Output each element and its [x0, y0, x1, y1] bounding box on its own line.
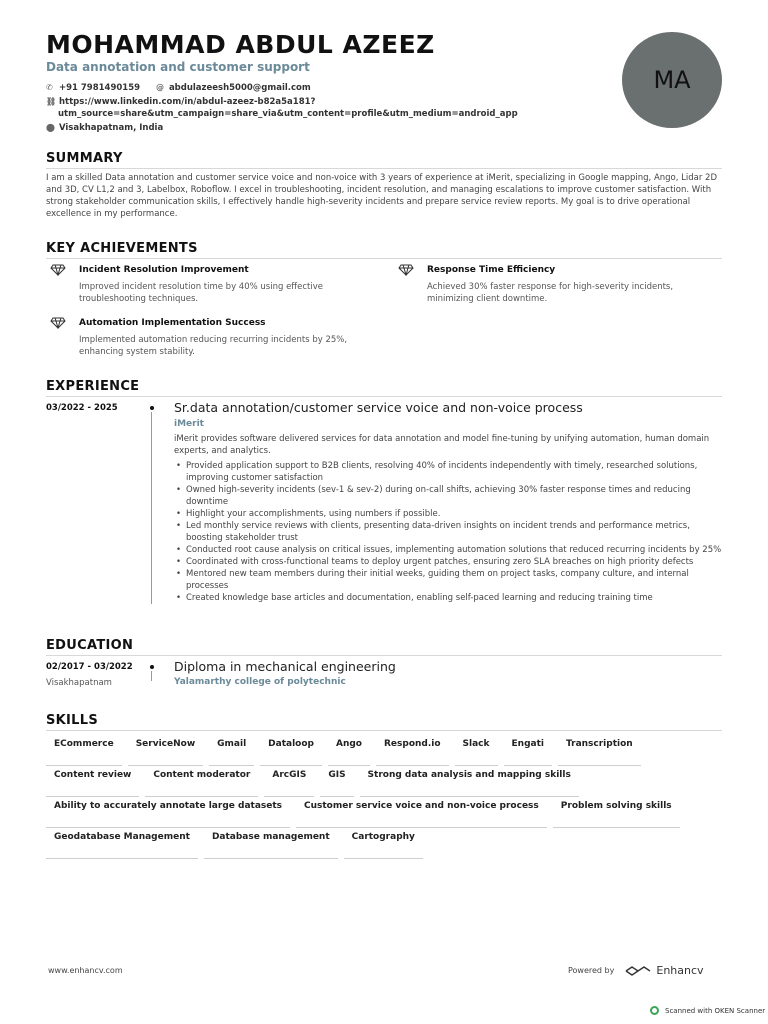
linkedin-url-line-1[interactable]: https://www.linkedin.com/in/abdul-azeez-b82a5a181? [58, 97, 316, 107]
avatar [622, 32, 722, 128]
list-item: • Owned high-severity incidents (sev-1 & sev-2) during on-call shifts, achieving 30% faster response times and reducing downtime [174, 484, 726, 508]
at-icon: @ [155, 83, 164, 92]
skill-tag: ArcGIS [264, 766, 314, 797]
skills-row [46, 828, 726, 859]
summary-heading: SUMMARY [46, 151, 123, 166]
scanner-text: Scanned with OKEN Scanner [665, 1006, 766, 1015]
email-address[interactable]: abdulazeesh5000@gmail.com [168, 83, 311, 93]
list-item: • Highlight your accomplishments, using numbers if possible. [174, 508, 726, 520]
achievements-heading: KEY ACHIEVEMENTS [46, 241, 198, 256]
experience-dates: 03/2022 - 2025 [46, 403, 118, 413]
achievements-divider [46, 258, 722, 259]
education-divider [46, 655, 722, 656]
company-name: iMerit [174, 419, 204, 429]
brand-name: Enhancv [656, 964, 704, 977]
powered-by-label: Powered by [568, 966, 615, 975]
skill-tag: Content moderator [145, 766, 258, 797]
candidate-name: MOHAMMAD ABDUL AZEEZ [46, 30, 435, 59]
diamond-icon [398, 264, 414, 276]
skill-tag: Ango [328, 735, 370, 766]
education-heading: EDUCATION [46, 638, 134, 653]
contact-linkedin [46, 96, 315, 108]
skill-tag: GIS [320, 766, 353, 797]
skill-tag: Engati [504, 735, 552, 766]
skills-row [46, 766, 726, 797]
footer-branding [568, 964, 704, 977]
skill-tag: Geodatabase Management [46, 828, 198, 859]
job-title: Sr.data annotation/customer service voice and non-voice process [174, 400, 583, 415]
skill-tag: Respond.io [376, 735, 449, 766]
location-text: Visakhapatnam, India [58, 123, 164, 133]
degree-title: Diploma in mechanical engineering [174, 659, 396, 674]
skills-divider [46, 730, 722, 731]
skill-tag: Strong data analysis and mapping skills [360, 766, 579, 797]
skill-tag: Ability to accurately annotate large datasets [46, 797, 290, 828]
candidate-title: Data annotation and customer support [46, 60, 310, 74]
skill-tag: Slack [455, 735, 498, 766]
list-item: • Conducted root cause analysis on critical issues, implementing automation solutions that reduced recurring incidents by 25% [174, 544, 726, 556]
phone-number: +91 7981490159 [58, 83, 141, 93]
skill-tag: Transcription [558, 735, 641, 766]
timeline-line [151, 412, 152, 604]
scanner-logo-icon [650, 1006, 659, 1015]
education-dates: 02/2017 - 03/2022 [46, 662, 133, 672]
skill-tag: Gmail [209, 735, 254, 766]
enhancv-logo-icon [624, 965, 652, 977]
timeline-line [151, 671, 152, 681]
diamond-icon [50, 317, 66, 329]
contact-location [46, 122, 163, 134]
skills-row [46, 797, 726, 828]
skill-tag: Problem solving skills [553, 797, 680, 828]
achievement-title: Response Time Efficiency [427, 265, 556, 275]
list-item: • Created knowledge base articles and documentation, enabling self-paced learning and reducing training time [174, 592, 726, 604]
achievement-description: Implemented automation reducing recurring incidents by 25%, enhancing system stability. [79, 335, 348, 357]
skill-tag: Dataloop [260, 735, 322, 766]
timeline-dot [150, 665, 154, 669]
skills-list [46, 735, 726, 859]
experience-bullets [174, 460, 726, 604]
footer-website[interactable]: www.enhancv.com [48, 966, 123, 975]
skill-tag: Cartography [344, 828, 423, 859]
education-location: Visakhapatnam [46, 678, 112, 688]
achievement-description: Improved incident resolution time by 40% using effective troubleshooting techniques. [79, 282, 324, 304]
list-item: • Mentored new team members during their initial weeks, guiding them on project tasks, company culture, and internal processes [174, 568, 726, 592]
skill-tag: Customer service voice and non-voice process [296, 797, 547, 828]
skill-tag: Database management [204, 828, 338, 859]
contact-row-1 [46, 82, 311, 94]
list-item: • Coordinated with cross-functional teams to deploy urgent patches, ensuring zero SLA breaches on high priority defects [174, 556, 726, 568]
skill-tag: ServiceNow [128, 735, 203, 766]
skills-heading: SKILLS [46, 713, 99, 728]
list-item: • Provided application support to B2B clients, resolving 40% of incidents independently with timely, researched solutions, improving customer satisfaction [174, 460, 726, 484]
timeline-dot [150, 406, 154, 410]
achievement-description: Achieved 30% faster response for high-severity incidents, minimizing client downtime. [427, 282, 674, 304]
list-item: • Led monthly service reviews with clients, presenting data-driven insights on incident trends and performance metrics, boosting stakeholder trust [174, 520, 726, 544]
school-name: Yalamarthy college of polytechnic [174, 677, 346, 687]
experience-heading: EXPERIENCE [46, 379, 140, 394]
phone-icon: ✆ [46, 83, 53, 92]
skill-tag: ECommerce [46, 735, 122, 766]
scanner-watermark [650, 1006, 765, 1015]
avatar-initials: MA [653, 66, 691, 94]
link-icon: ⛓ [46, 97, 57, 106]
achievement-title: Automation Implementation Success [79, 318, 266, 328]
summary-text: I am a skilled Data annotation and customer service voice and non-voice with 3 years of experience at iMerit, specializing in Google mapping, Ango, Lidar 2D and 3D, CV L1,2 and 3, Labelbox, Roboflow. I excel in troubleshooting, incident resolution, and managing escalations to improve customer satisfaction. With strong stakeholder communication skills, I effectively handle high-severity incidents and prepare service review reports. My goal is to drive operational excellence in my performance. [46, 173, 717, 219]
company-description: iMerit provides software delivered services for data annotation and model fine-tuning by unifying automation, human domain experts, and analytics. [174, 434, 710, 456]
skills-row [46, 735, 726, 766]
achievement-title: Incident Resolution Improvement [79, 265, 249, 275]
summary-divider [46, 168, 722, 169]
diamond-icon [50, 264, 66, 276]
linkedin-url-line-2[interactable]: utm_source=share&utm_campaign=share_via&utm_content=profile&utm_medium=android_app [58, 109, 518, 119]
experience-divider [46, 396, 722, 397]
location-pin-icon: ⬤ [46, 123, 55, 132]
skill-tag: Content review [46, 766, 139, 797]
